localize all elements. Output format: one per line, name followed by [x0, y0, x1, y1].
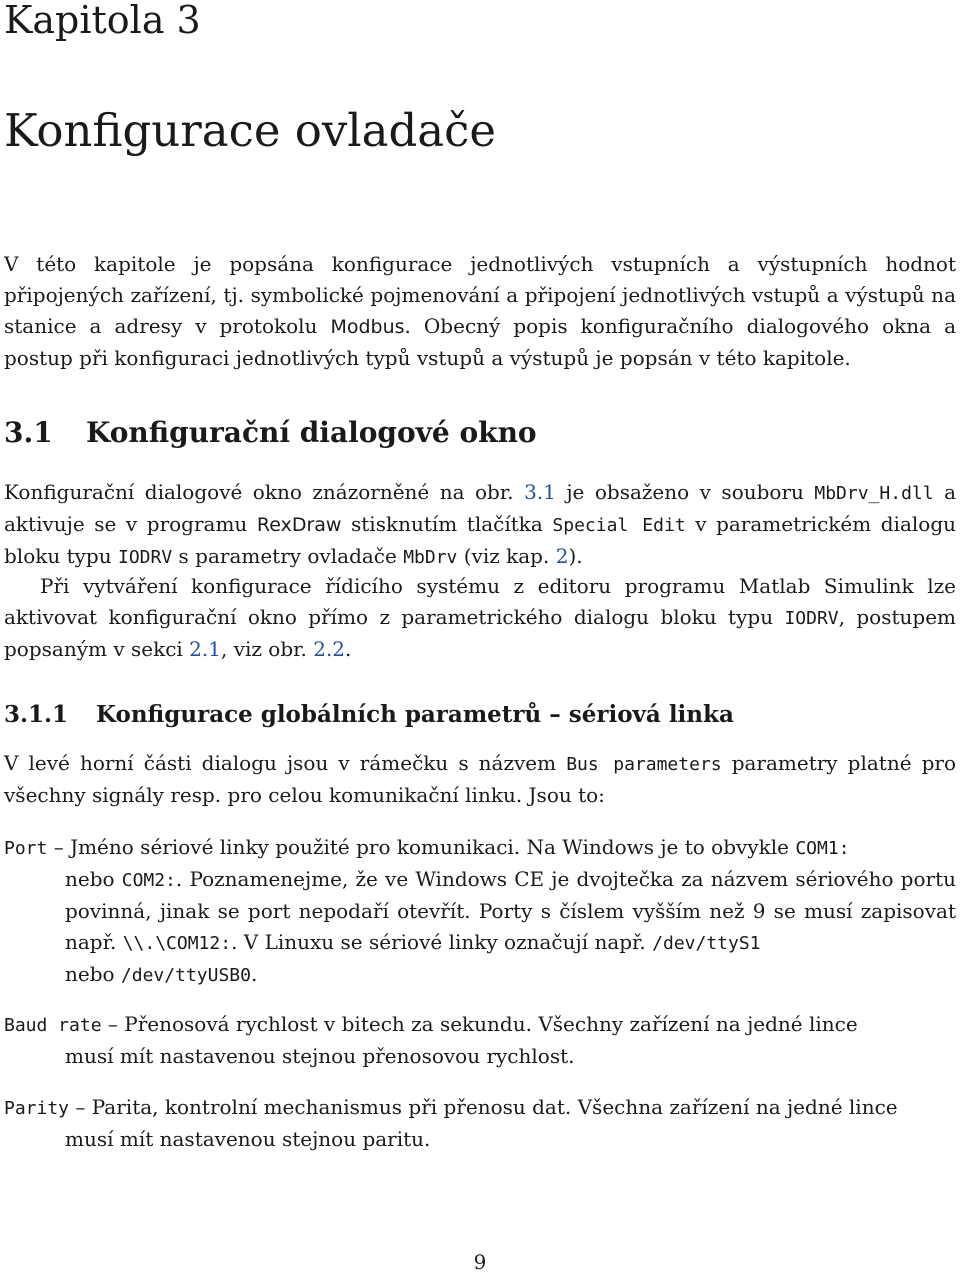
- item-continuation: [4, 864, 956, 991]
- section-3-1-paragraph-1: [4, 477, 956, 573]
- modbus-term: Modbus: [330, 316, 405, 338]
- code-ttyusb0: /dev/ttyUSB0: [120, 965, 251, 986]
- parameter-term: Port: [4, 838, 48, 859]
- text: Přenosová rychlost v bitech za sekundu. Všechny zařízení na jedné lince: [124, 1012, 858, 1036]
- intro-text-1: V této kapitole je popsána konfigurace jednotlivých vstupních a výstupních hodnot připojených zařízení, tj. symbolické pojmenování a připojení jednotlivých vstupů a výstupů na stanice a adresy v protokolu: [4, 252, 956, 338]
- page-number: 9: [473, 1250, 487, 1274]
- text: Konfigurační dialogové okno znázorněné na obr.: [4, 480, 525, 504]
- intro-text-2: . Obecný popis konfiguračního dialogového okna a postup při konfiguraci jednotlivých typů vstupů a výstupů je popsán v této kapitole.: [4, 314, 956, 370]
- text: (viz kap.: [457, 544, 556, 568]
- text: a aktivuje se v programu: [4, 480, 956, 536]
- text: stisknutím tlačítka: [341, 512, 553, 536]
- figure-link[interactable]: 3.1: [524, 480, 556, 504]
- frame-name: Bus parameters: [566, 754, 722, 775]
- text: Parita, kontrolní mechanismus při přenosu dat. Všechna zařízení na jedné lince: [91, 1095, 898, 1119]
- text: –: [47, 835, 71, 859]
- block-type: IODRV: [117, 547, 173, 568]
- section-link[interactable]: 2.1: [189, 637, 221, 661]
- text: Jméno sériové linky použité pro komunikaci. Na Windows je to obvykle: [70, 835, 796, 859]
- text: .: [250, 962, 258, 986]
- chapter-title: Konfigurace ovladače: [4, 104, 496, 157]
- chapter-link[interactable]: 2: [555, 544, 569, 568]
- code-ttys1: /dev/ttyS1: [652, 933, 761, 954]
- section-3-1-paragraph-2: [4, 571, 956, 665]
- subsection-title: Konfigurace globálních parametrů – sériová linka: [96, 701, 734, 728]
- driver-name: MbDrv: [403, 547, 458, 568]
- subsection-number: 3.1.1: [4, 701, 69, 728]
- text: , viz obr.: [220, 637, 314, 661]
- text: –: [69, 1095, 92, 1119]
- text: parametry platné pro všechny signály resp. pro celou komunikační linku. Jsou to:: [4, 751, 957, 807]
- parameter-term: Parity: [4, 1098, 70, 1119]
- subsection-heading-3-1-1: [4, 700, 734, 730]
- block-type: IODRV: [784, 608, 839, 629]
- rexdraw-term: RexDraw: [256, 514, 342, 536]
- text: je obsaženo v souboru: [555, 480, 815, 504]
- section-3-1-1-paragraph: [4, 748, 956, 811]
- text: musí mít nastavenou stejnou paritu.: [65, 1127, 431, 1151]
- text: .: [345, 637, 352, 661]
- text: . Poznamenejme, že ve Windows CE je dvojtečka za názvem sériového portu povinná, jinak se port nepodaří otevřít. Porty s číslem vyšším než 9 se musí zapisovat např.: [65, 867, 956, 954]
- file-name: MbDrv_H.dll: [814, 483, 934, 504]
- text: –: [101, 1012, 125, 1036]
- text: , postupem popsaným v sekci: [4, 605, 957, 661]
- item-first-line: [4, 1092, 956, 1124]
- code-com2: COM2:: [121, 870, 176, 891]
- parameter-item-baud-rate: [4, 1009, 956, 1072]
- text: . V Linuxu se sériové linky označují např.: [231, 930, 653, 954]
- chapter-label: Kapitola 3: [4, 0, 201, 42]
- code-com12: \\.\COM12:: [122, 933, 232, 954]
- text: nebo: [65, 867, 122, 891]
- text: nebo: [65, 962, 121, 986]
- section-number: 3.1: [4, 416, 53, 449]
- intro-paragraph: [4, 249, 956, 374]
- parameter-item-parity: [4, 1092, 956, 1155]
- text: Při vytváření konfigurace řídicího systému z editoru programu Matlab Simulink lze aktivovat konfigurační okno přímo z parametrického dialogu bloku typu: [4, 574, 956, 629]
- text: musí mít nastavenou stejnou přenosovou rychlost.: [65, 1044, 575, 1068]
- text: ).: [568, 544, 583, 568]
- text: v parametrickém dialogu bloku typu: [4, 512, 956, 568]
- parameter-term: Baud rate: [4, 1015, 102, 1036]
- item-continuation: [4, 1124, 956, 1155]
- parameter-item-port: [4, 832, 956, 991]
- item-continuation: [4, 1041, 956, 1072]
- section-title: Konfigurační dialogové okno: [86, 416, 537, 449]
- item-first-line: [4, 832, 956, 864]
- item-first-line: [4, 1009, 956, 1041]
- text: s parametry ovladače: [172, 544, 404, 568]
- figure-link[interactable]: 2.2: [313, 637, 346, 661]
- button-name: Special Edit: [552, 515, 686, 536]
- code-com1: COM1:: [795, 838, 850, 859]
- text: V levé horní části dialogu jsou v rámečku s názvem: [4, 751, 567, 775]
- section-heading-3-1: [4, 416, 537, 450]
